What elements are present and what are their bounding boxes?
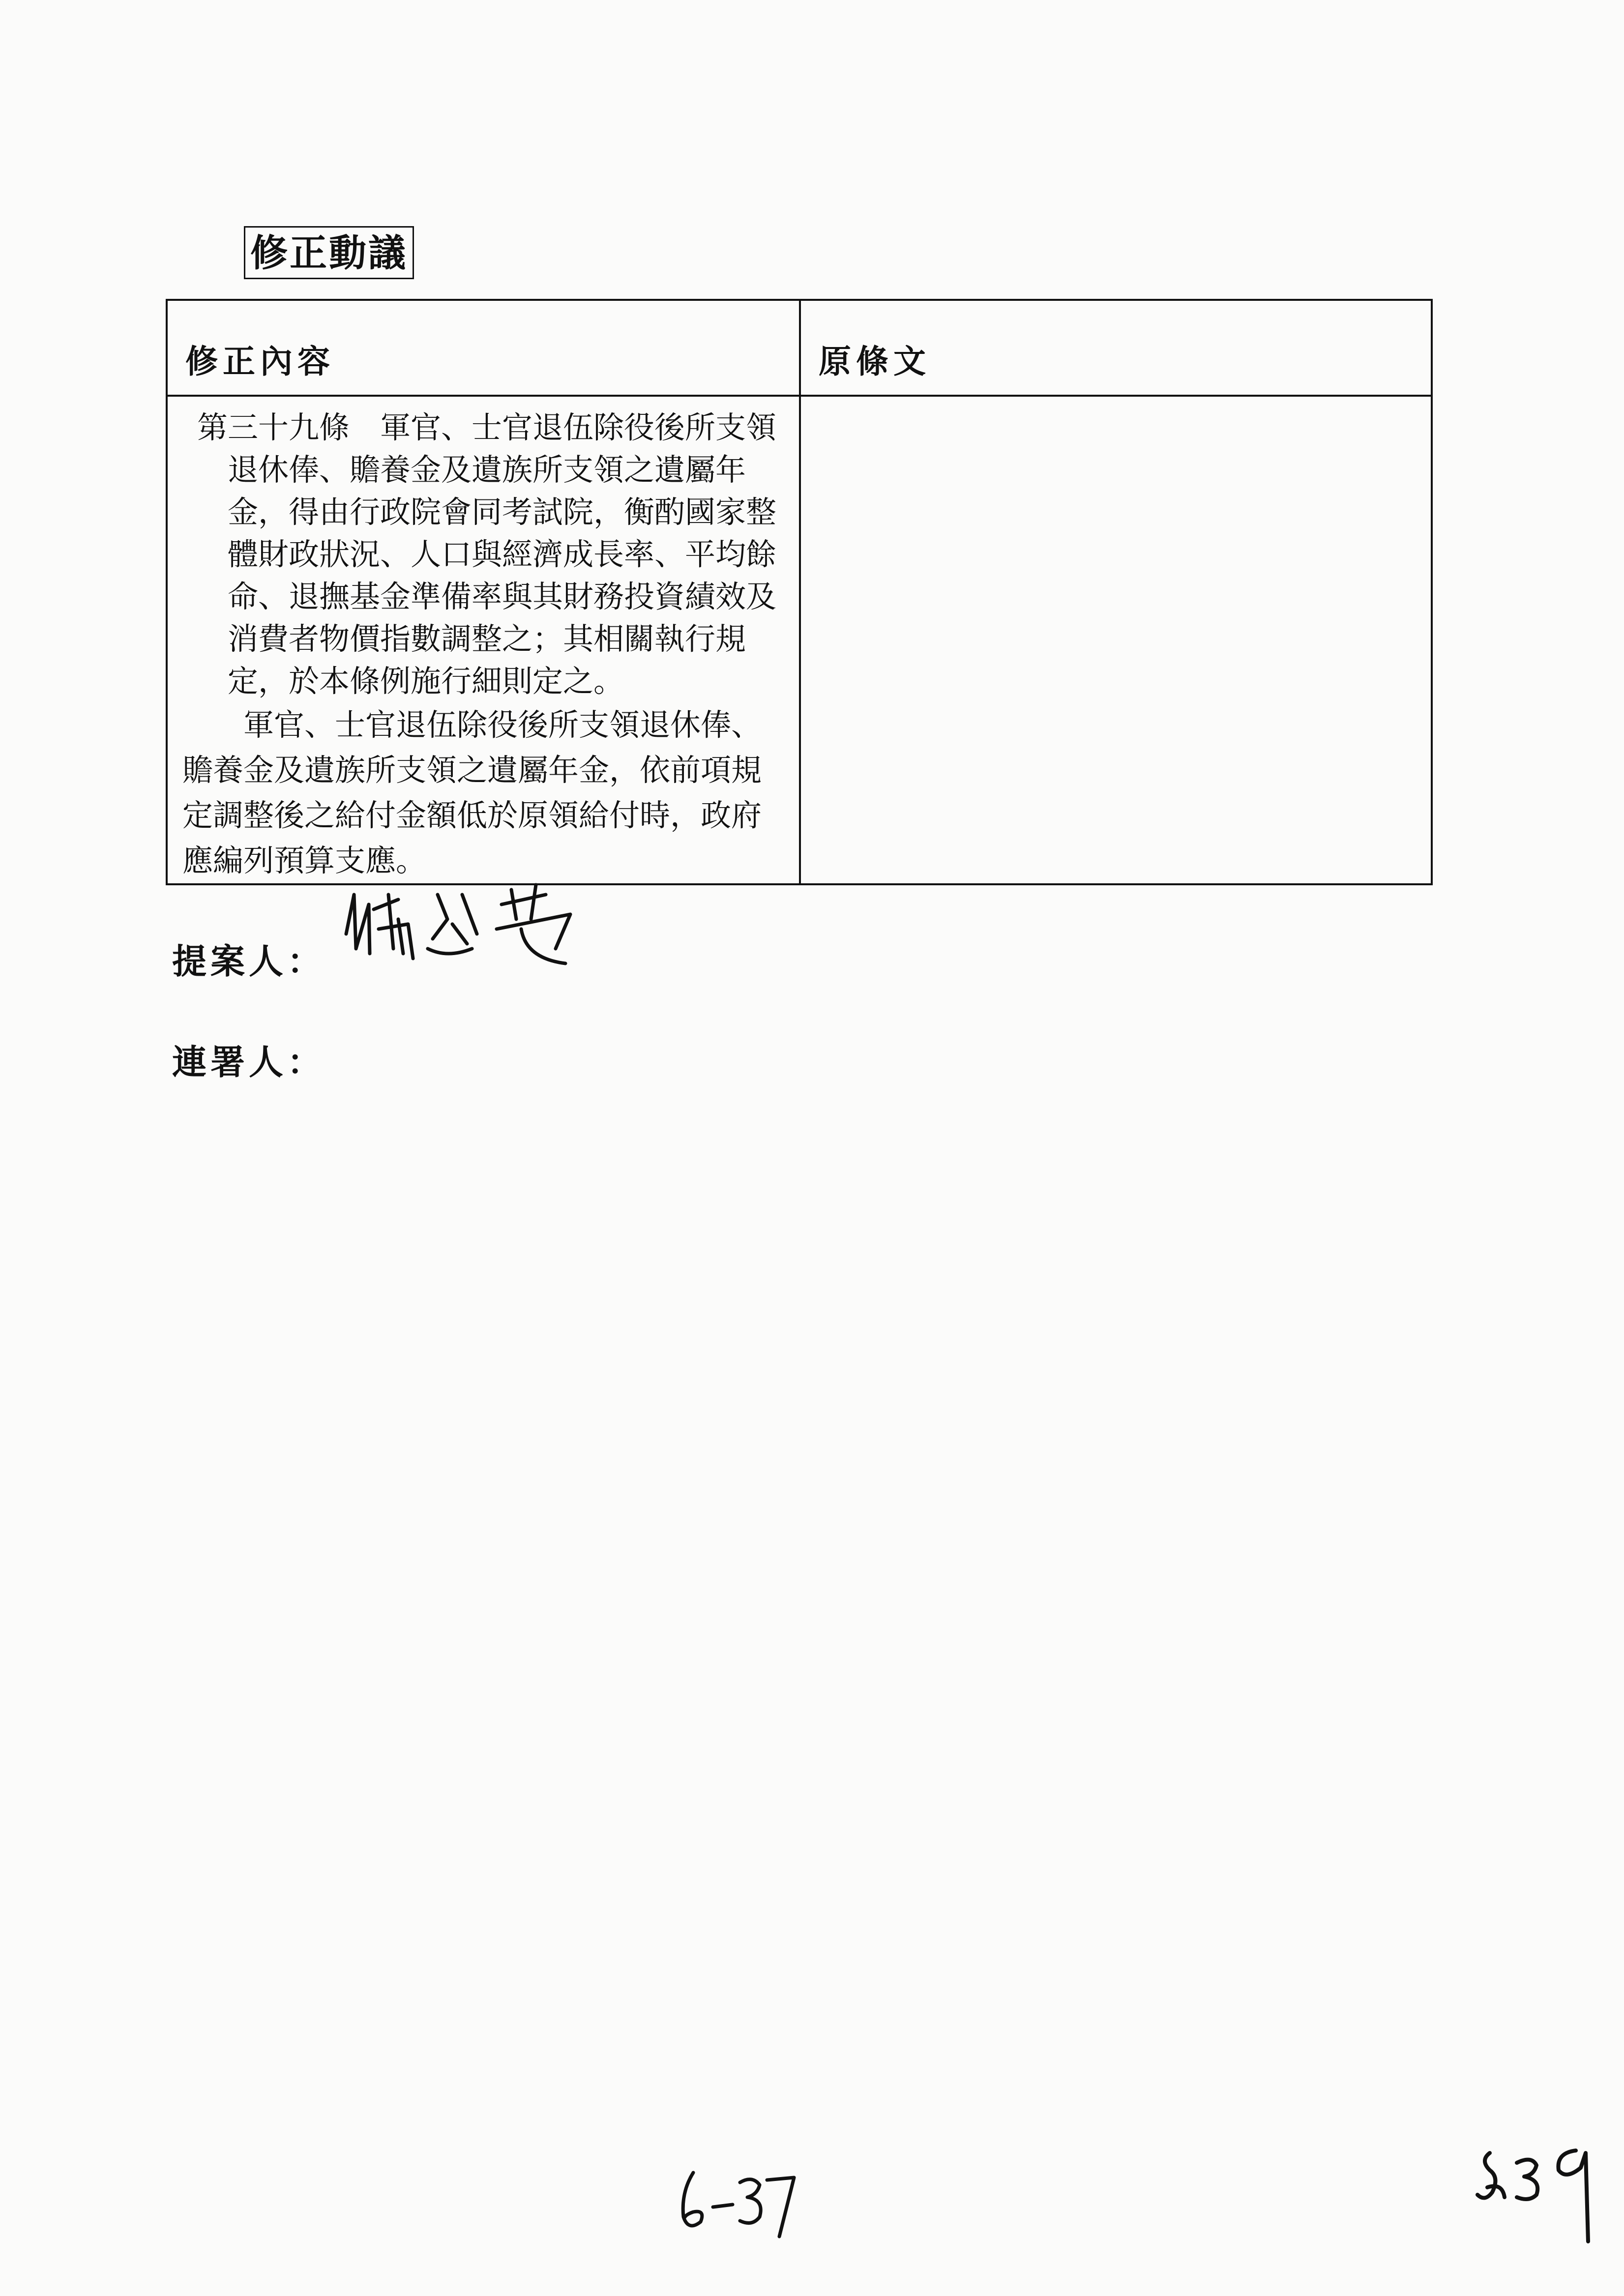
proposer-label: 提案人： [172, 941, 325, 982]
signature-image [339, 875, 615, 973]
article-number: 第三十九條 [197, 409, 350, 445]
handwritten-page-number [1470, 2133, 1603, 2251]
article-paragraph-1 [197, 407, 779, 702]
table-body-row [167, 396, 1432, 884]
document-title: 修正動議 [244, 226, 414, 279]
cosigner-label: 連署人： [172, 1042, 325, 1082]
table-header-row [167, 300, 1432, 396]
paragraph-1-text: 軍官、士官退伍除役後所支領退休俸、贍養金及遺族所支領之遺屬年金，得由行政院會同考試院，衡酌國家整體財政狀況、人口與經濟成長率、平均餘命、退撫基金準備率與其財務投資績效及消費者物價指數調整之；其相關執行規定，於本條例施行細則定之。 [228, 409, 777, 699]
header-original-text: 原條文 [800, 300, 1432, 396]
header-amended-content: 修正內容 [167, 300, 800, 396]
amended-content-cell [167, 396, 800, 884]
paragraph-2-text: 軍官、士官退伍除役後所支領退休俸、贍養金及遺族所支領之遺屬年金，依前項規定調整後之給付金額低於原領給付時，政府應編列預算支應。 [182, 707, 762, 878]
original-text-cell [800, 396, 1432, 884]
handwritten-page-ref [674, 2163, 801, 2241]
amendment-table [166, 299, 1433, 885]
